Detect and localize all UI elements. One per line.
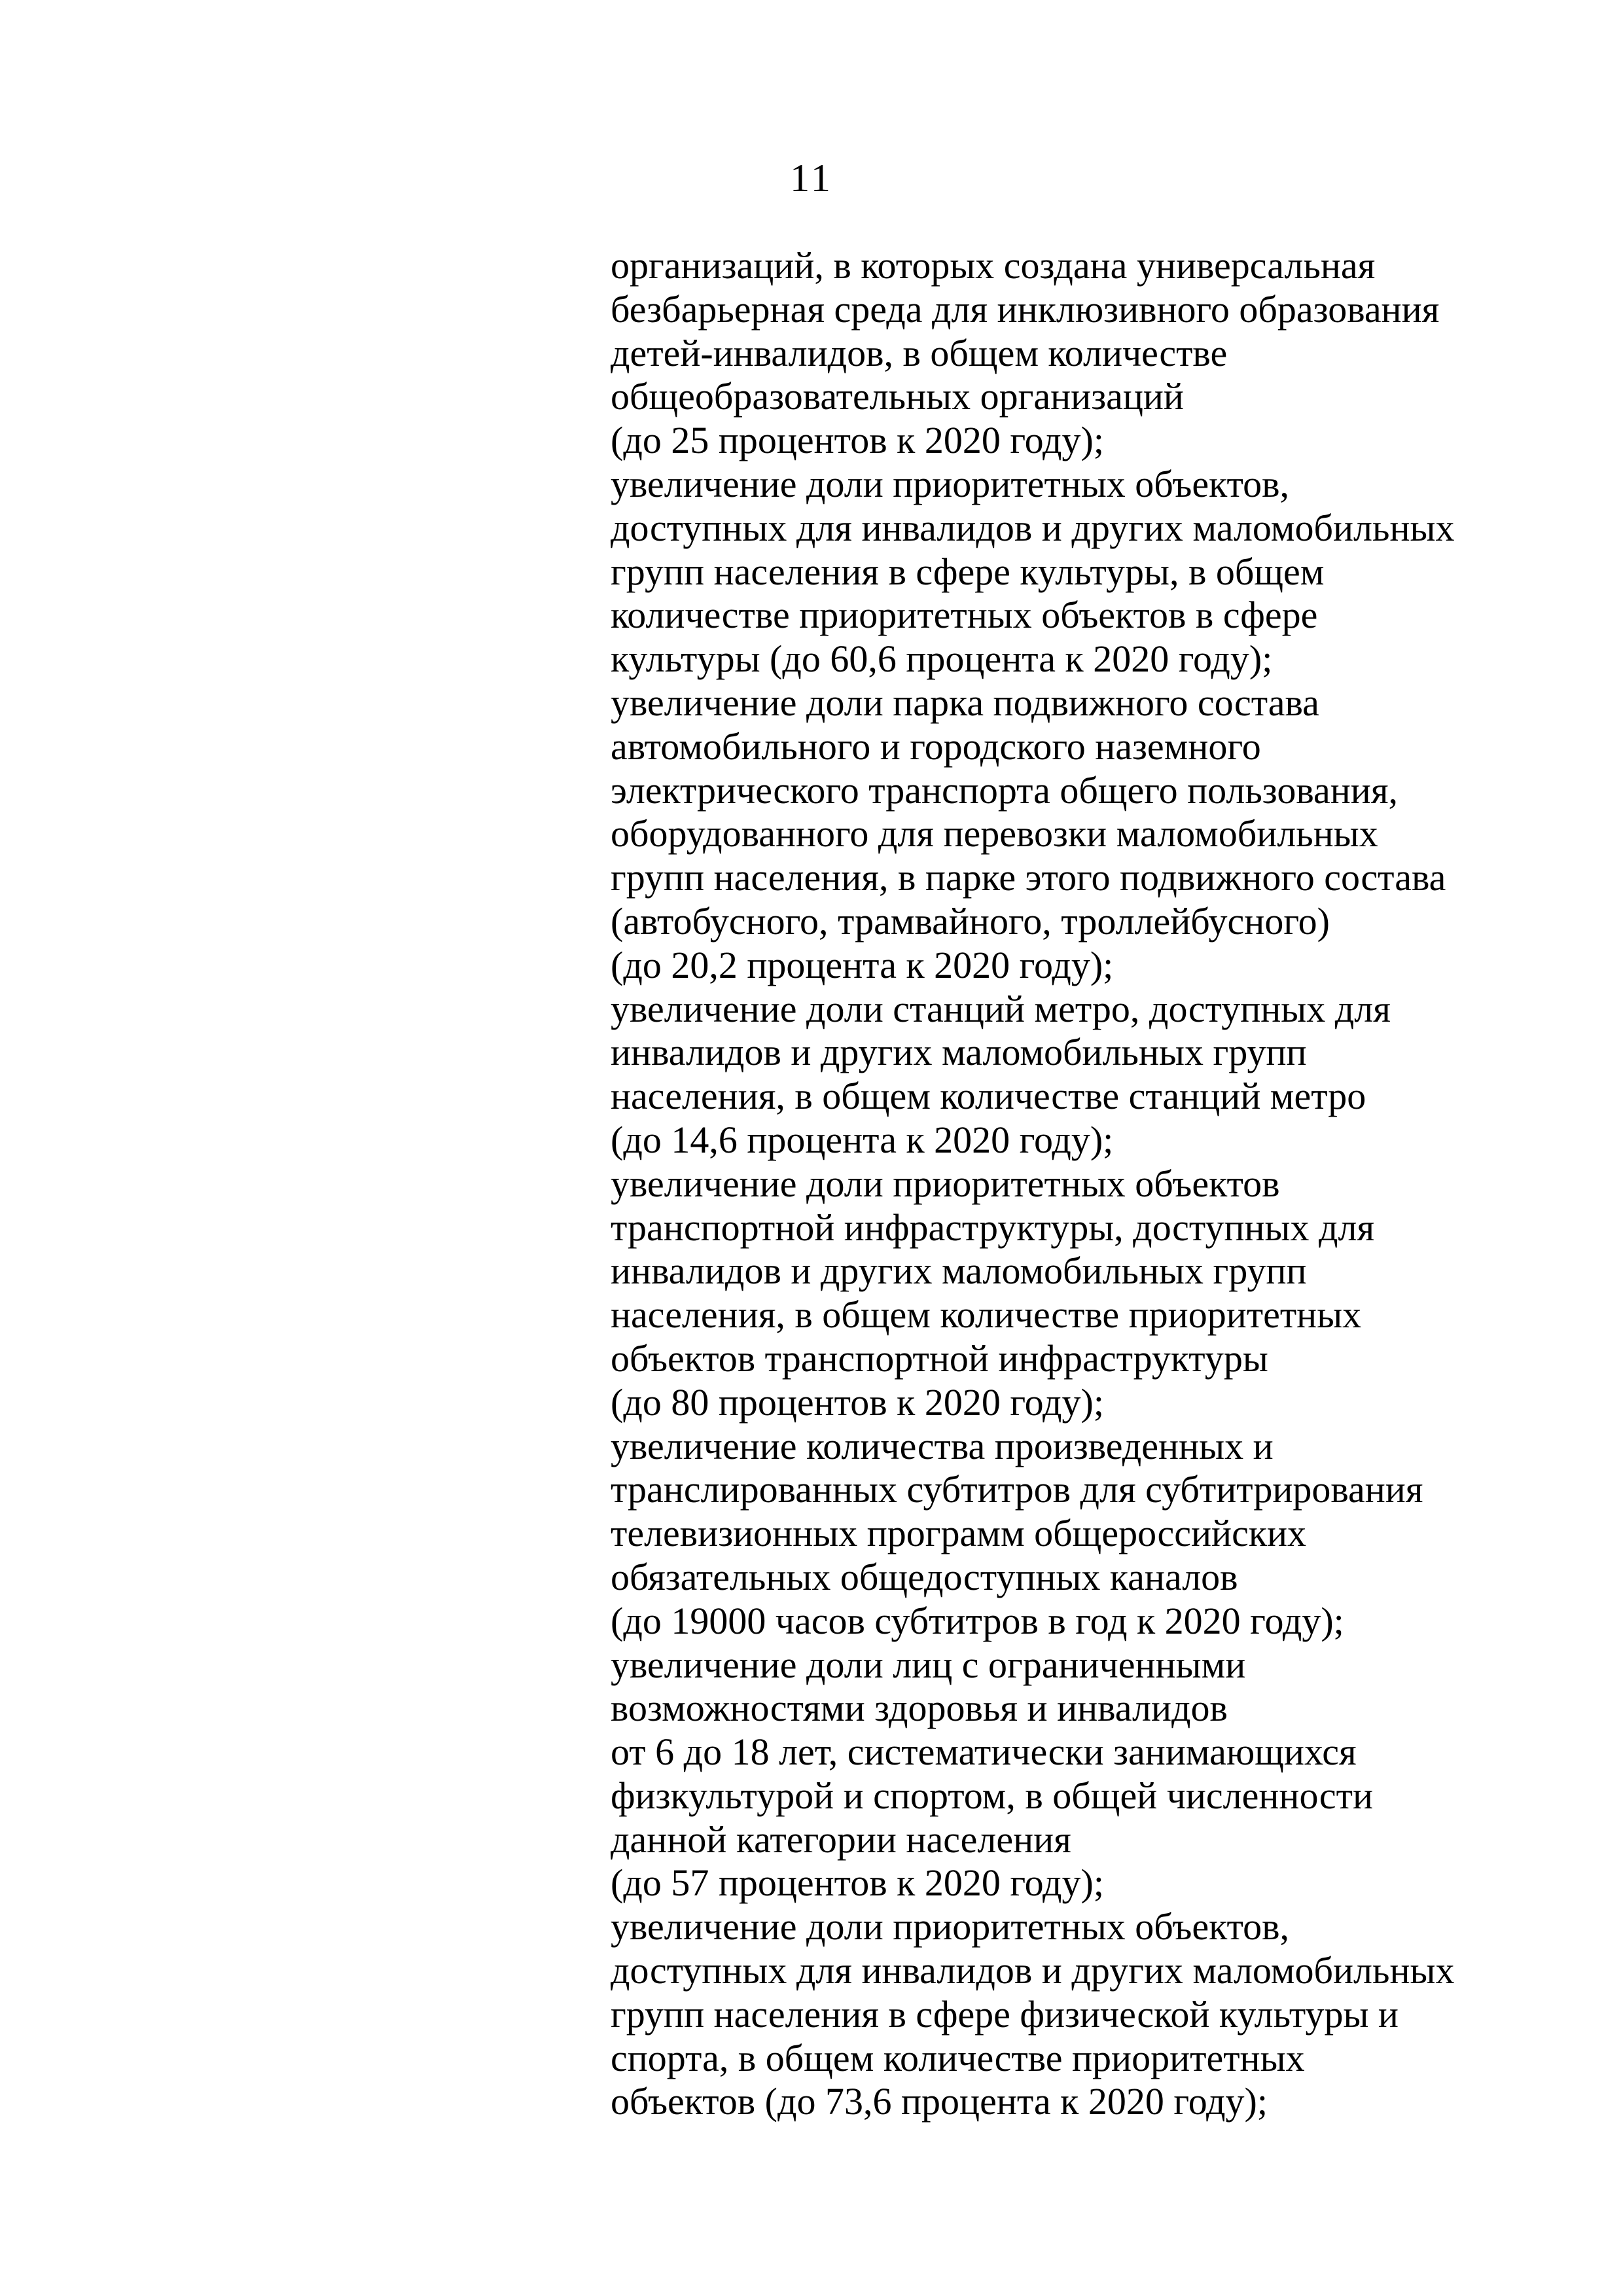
text-line: населения, в общем количестве станций метро — [611, 1075, 1366, 1118]
text-line: от 6 до 18 лет, систематически занимающихся — [611, 1731, 1357, 1774]
text-line: оборудованного для перевозки маломобильных — [611, 812, 1378, 855]
page-number: 11 — [790, 156, 833, 200]
text-line: спорта, в общем количестве приоритетных — [611, 2036, 1305, 2079]
text-line: физкультурой и спортом, в общей численности — [611, 1774, 1374, 1817]
text-line: увеличение доли станций метро, доступных для — [611, 987, 1391, 1030]
text-line: обязательных общедоступных каналов — [611, 1555, 1238, 1598]
text-line: объектов (до 73,6 процента к 2020 году); — [611, 2080, 1268, 2123]
text-line: инвалидов и других маломобильных групп — [611, 1249, 1307, 1293]
text-line: (до 19000 часов субтитров в год к 2020 году); — [611, 1599, 1344, 1642]
text-line: объектов транспортной инфраструктуры — [611, 1336, 1268, 1380]
text-line: увеличение доли приоритетных объектов, — [611, 1905, 1289, 1948]
text-line: автомобильного и городского наземного — [611, 725, 1261, 768]
text-line: населения, в общем количестве приоритетных — [611, 1293, 1362, 1336]
text-line: количестве приоритетных объектов в сфере — [611, 594, 1318, 637]
text-line: детей-инвалидов, в общем количестве — [611, 331, 1228, 374]
text-line: возможностями здоровья и инвалидов — [611, 1687, 1228, 1730]
text-line: (до 20,2 процента к 2020 году); — [611, 943, 1114, 986]
text-line: групп населения в сфере культуры, в общем — [611, 550, 1325, 593]
text-line: (до 57 процентов к 2020 году); — [611, 1861, 1104, 1905]
text-line: организаций, в которых создана универсальная — [611, 244, 1376, 287]
text-line: увеличение доли парка подвижного состава — [611, 681, 1319, 724]
text-line: увеличение доли приоритетных объектов — [611, 1162, 1280, 1205]
text-line: культуры (до 60,6 процента к 2020 году); — [611, 637, 1273, 681]
text-line: доступных для инвалидов и других маломобильных — [611, 1949, 1455, 1992]
text-line: общеобразовательных организаций — [611, 375, 1184, 418]
text-line: (автобусного, трамвайного, троллейбусного) — [611, 899, 1330, 942]
text-line: транслированных субтитров для субтитрирования — [611, 1468, 1423, 1511]
text-line: увеличение количества произведенных и — [611, 1424, 1274, 1467]
text-line: групп населения в сфере физической культуры и — [611, 1992, 1399, 2036]
text-line: электрического транспорта общего пользования, — [611, 768, 1398, 812]
text-line: доступных для инвалидов и других маломобильных — [611, 506, 1455, 549]
text-line: групп населения, в парке этого подвижного состава — [611, 856, 1446, 899]
text-line: транспортной инфраструктуры, доступных для — [611, 1206, 1375, 1249]
text-line: безбарьерная среда для инклюзивного образования — [611, 287, 1440, 331]
text-line: инвалидов и других маломобильных групп — [611, 1031, 1307, 1074]
text-line: телевизионных программ общероссийских — [611, 1512, 1307, 1555]
document-body — [611, 244, 1540, 2124]
text-line: увеличение доли лиц с ограниченными — [611, 1643, 1246, 1686]
text-line: (до 80 процентов к 2020 году); — [611, 1380, 1104, 1424]
text-line: увеличение доли приоритетных объектов, — [611, 462, 1289, 505]
text-line: (до 14,6 процента к 2020 году); — [611, 1118, 1114, 1161]
text-line: (до 25 процентов к 2020 году); — [611, 419, 1104, 462]
text-line: данной категории населения — [611, 1818, 1071, 1861]
